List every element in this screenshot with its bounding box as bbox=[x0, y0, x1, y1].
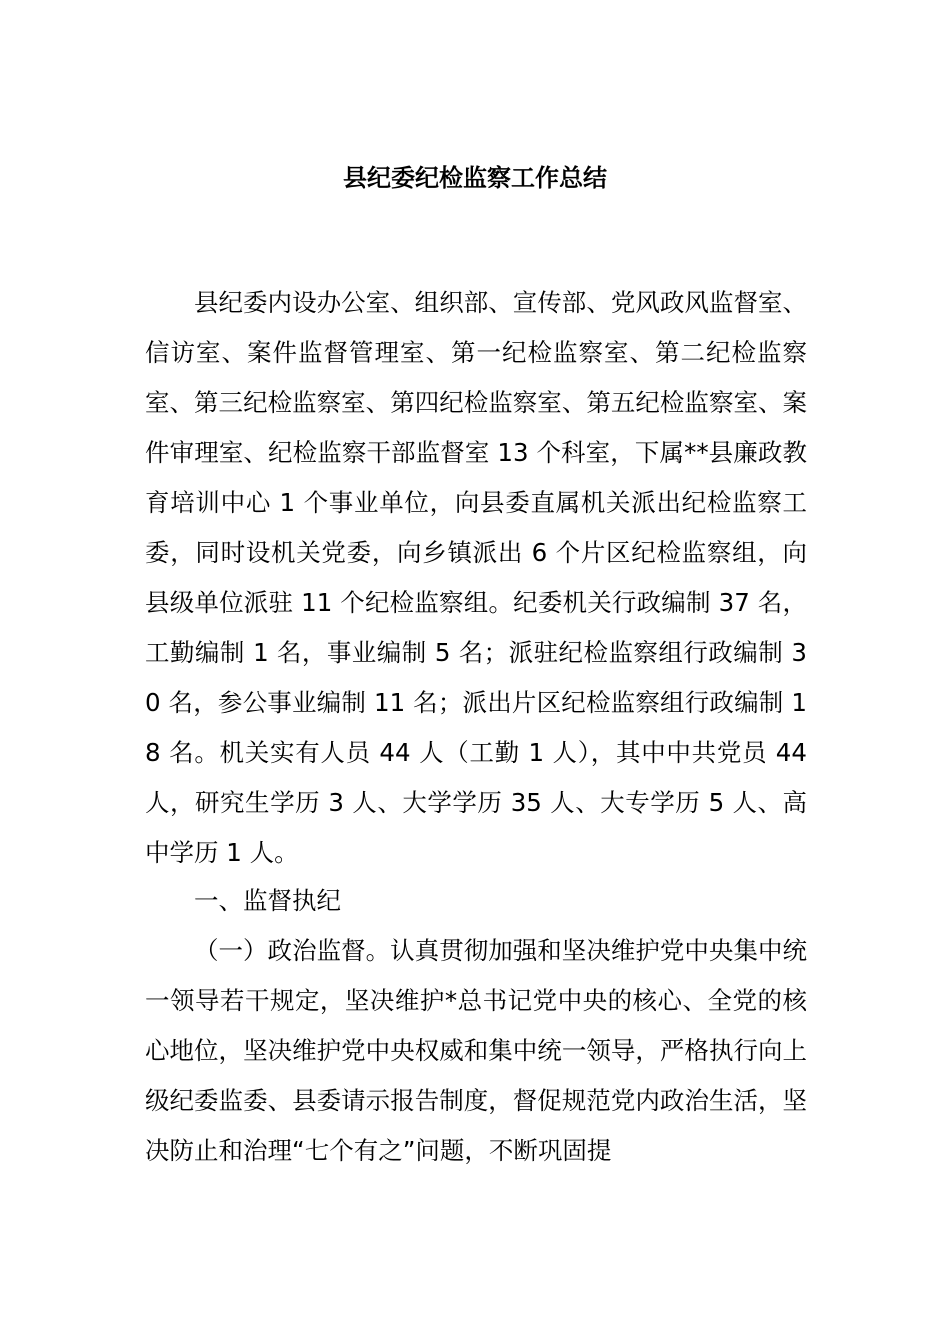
document-title: 县纪委纪检监察工作总结 bbox=[343, 164, 607, 192]
paragraph-political-supervision: （一）政治监督。认真贯彻加强和坚决维护党中央集中统一领导若干规定，坚决维护*总书记党中央的核心、全党的核心地位，坚决维护党中央权威和集中统一领导，严格执行向上级纪委监委、县委请示报告制度，督促规范党内政治生活，坚决防止和治理“七个有之”问题，不断巩固提 bbox=[145, 936, 807, 1165]
paragraph-intro: 县纪委内设办公室、组织部、宣传部、党风政风监督室、信访室、案件监督管理室、第一纪检监察室、第二纪检监察室、第三纪检监察室、第四纪检监察室、第五纪检监察室、案件审理室、纪检监察干部监督室 13 个科室，下属**县廉政教育培训中心 1 个事业单位，向县委直属机关派出纪检监察工委，同时设机关党委，向乡镇派出 6 个片区纪检监察组，向县级单位派驻 11 个纪检监察组。纪委机关行政编制 37 名，工勤编制 1 名，事业编制 5 名；派驻纪检监察组行政编制 30 名，参公事业编制 11 名；派出片区纪检监察组行政编制 18 名。机关实有人员 44 人（工勤 1 人），其中中共党员 44 人，研究生学历 3 人、大学学历 35 人、大专学历 5 人、高中学历 1 人。 bbox=[145, 288, 807, 867]
section-heading-supervision: 一、监督执纪 bbox=[194, 886, 341, 915]
